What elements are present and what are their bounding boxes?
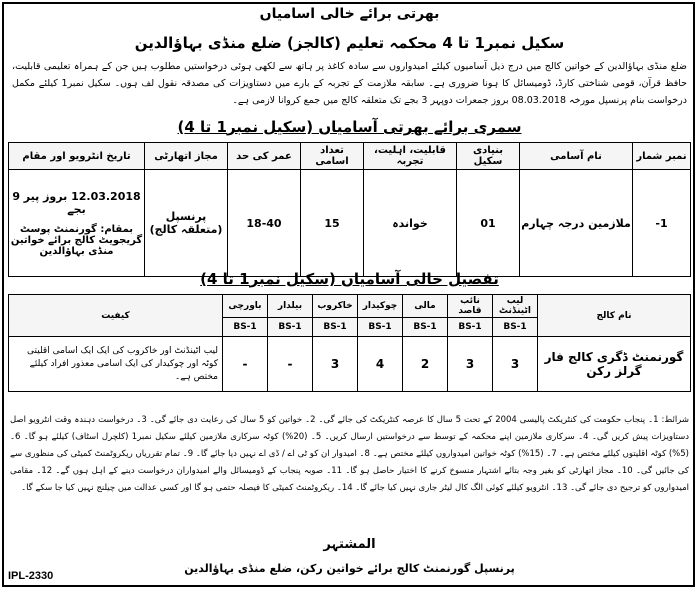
- col-college: نام کالج: [538, 295, 691, 337]
- scale-label: BS-1: [358, 318, 403, 337]
- col-beldar: بیلدار: [268, 295, 313, 318]
- vacancy-header-row: [9, 295, 691, 318]
- ipl-code: IPL-2330: [8, 570, 54, 582]
- cell-khakroob: 3: [313, 337, 358, 392]
- cell-naib-qasid: 3: [448, 337, 493, 392]
- section1-title: سمری برائے بھرتی آسامیاں (سکیل نمبر1 تا 4): [177, 118, 522, 136]
- scale-label: BS-1: [268, 318, 313, 337]
- col-interview: تاریخ انٹرویو اور مقام: [9, 143, 145, 170]
- cell-post: ملازمین درجہ چہارم: [520, 170, 633, 277]
- cell-mali: 2: [403, 337, 448, 392]
- col-remarks: کیفیت: [9, 295, 223, 337]
- summary-table: [8, 142, 691, 277]
- conditions-paragraph: شرائط: 1۔ پنجاب حکومت کی کنٹریکٹ پالیسی 2004 کے تحت 5 سال کا عرصہ کنٹریکٹ کی جائے گی۔ 2۔ خواتین کو 5 سال کی رعایت دی جائے گی۔ 3۔ درخواست دہندہ وقت انٹرویو اصل دستاویزات پیش کریں گی۔ 4۔ سرکاری ملازمین اپنے محکمہ کے توسط سے درخواستیں ارسال کریں۔ 5۔ (20%) کوٹہ سرکاری ملازمین کیلئے سکیل نمبر1 (کلچرل اسٹاف) کیلئے ہو گا۔ 6۔ (5%) کوٹہ اقلیتوں کیلئے مختص ہے۔ 7۔ (15%) کوٹہ خواتین امیدواروں کیلئے مختص ہے۔ 8۔ امیدوار ان کو ٹی اے / ڈی اے نہیں دیا جائے گا۔ 9۔ تمام تقرریاں ریکروٹمنٹ کمیٹی کی منظوری سے کی جائیں گی۔ 10۔ مجاز اتھارٹی کو بغیر وجہ بتائے اشتہار منسوخ کرنے کا اختیار حاصل ہو گا۔ 11۔ صوبہ پنجاب کے ڈومیسائل والے امیدواران درخواست دینے کے اہل ہوں گے۔ 12۔ مقامی امیدواروں کو ترجیح دی جائے گی۔ 13۔ انٹرویو کیلئے کوئی الگ کال لیٹر جاری نہیں کیا جائے گا۔ 14۔ ریکروٹمنٹ کمیٹی کا فیصلہ حتمی ہو گا اور کسی عدالت میں چیلنج نہیں کیا جا سکے گا۔: [10, 415, 690, 493]
- intro-paragraph: ضلع منڈی بہاؤالدین کے خواتین کالج میں درج ذیل آسامیوں کیلئے امیدواروں سے سادہ کاغذ پر ہاتھ سے لکھی ہوئی درخواستیں مطلوب ہیں جن کے ہمراہ تعلیمی قابلیت، حافظ قرآن، قومی شناختی کارڈ، ڈومیسائل کا ہونا ضروری ہے۔ سابقہ ملازمت کے تجربہ کے بارے میں دستاویزات کی مصدقہ نقول لف ہوں۔ سکیل نمبر1 کیلئے مکمل درخواست بنام پرنسپل مورخہ 08.03.2018 بروز جمعرات دوپہر 3 بجے تک متعلقہ کالج میں جمع کروانا لازمی ہے۔: [12, 61, 687, 106]
- summary-header-row: [9, 143, 691, 170]
- col-scale: بنیادی سکیل: [457, 143, 520, 170]
- col-khakroob: خاکروب: [313, 295, 358, 318]
- cell-qualification: خواندہ: [364, 170, 457, 277]
- scale-label: BS-1: [448, 318, 493, 337]
- cell-age: 18-40: [228, 170, 301, 277]
- ad-title: بھرتی برائے خالی اسامیاں: [259, 6, 440, 22]
- section2-title: تفصیل خالی آسامیاں (سکیل نمبر1 تا 4): [200, 270, 499, 288]
- cell-beldar: -: [268, 337, 313, 392]
- advertiser-label: المشتہر: [323, 537, 376, 552]
- cell-serial: 1-: [633, 170, 691, 277]
- interview-place: بمقام: گورنمنٹ پوسٹ گریجویٹ کالج برائے خواتین منڈی بہاؤالدین: [10, 223, 143, 257]
- advertiser-name: پرنسپل گورنمنٹ کالج برائے خواتین رکن، ضلع منڈی بہاؤالدین: [184, 562, 515, 575]
- ad-subtitle: سکیل نمبر1 تا 4 محکمہ تعلیم (کالجز) ضلع منڈی بہاؤالدین: [134, 34, 565, 52]
- cell-bawarchi: -: [223, 337, 268, 392]
- col-lab-attendant: لیب اٹینڈنٹ: [493, 295, 538, 318]
- col-mali: مالی: [403, 295, 448, 318]
- cell-chowkidar: 4: [358, 337, 403, 392]
- scale-label: BS-1: [313, 318, 358, 337]
- cell-interview: [9, 170, 145, 277]
- cell-lab-attendant: 3: [493, 337, 538, 392]
- scale-label: BS-1: [223, 318, 268, 337]
- col-authority: مجاز اتھارٹی: [145, 143, 228, 170]
- cell-scale: 01: [457, 170, 520, 277]
- col-serial: نمبر شمار: [633, 143, 691, 170]
- col-qualification: قابلیت، اہلیت، تجربہ: [364, 143, 457, 170]
- cell-authority: پرنسپل (متعلقہ کالج): [145, 170, 228, 277]
- col-chowkidar: چوکیدار: [358, 295, 403, 318]
- vacancy-data-row: [9, 337, 691, 392]
- col-post: نام آسامی: [520, 143, 633, 170]
- col-age: عمر کی حد: [228, 143, 301, 170]
- cell-college: گورنمنٹ ڈگری کالج فار گرلز رکن: [538, 337, 691, 392]
- cell-count: 15: [301, 170, 364, 277]
- interview-date: 12.03.2018 بروز پیر 9 بجے: [12, 189, 141, 216]
- col-bawarchi: باورچی: [223, 295, 268, 318]
- scale-label: BS-1: [403, 318, 448, 337]
- col-count: تعداد اسامی: [301, 143, 364, 170]
- col-naib-qasid: نائب قاصد: [448, 295, 493, 318]
- summary-data-row: [9, 170, 691, 277]
- scale-label: BS-1: [493, 318, 538, 337]
- vacancy-table: [8, 294, 691, 392]
- cell-remarks: لیب اٹینڈنٹ اور خاکروب کی ایک ایک اسامی اقلیتی کوٹہ اور چوکیدار کی ایک اسامی معذور افراد کیلئے مختص ہے۔: [9, 337, 223, 392]
